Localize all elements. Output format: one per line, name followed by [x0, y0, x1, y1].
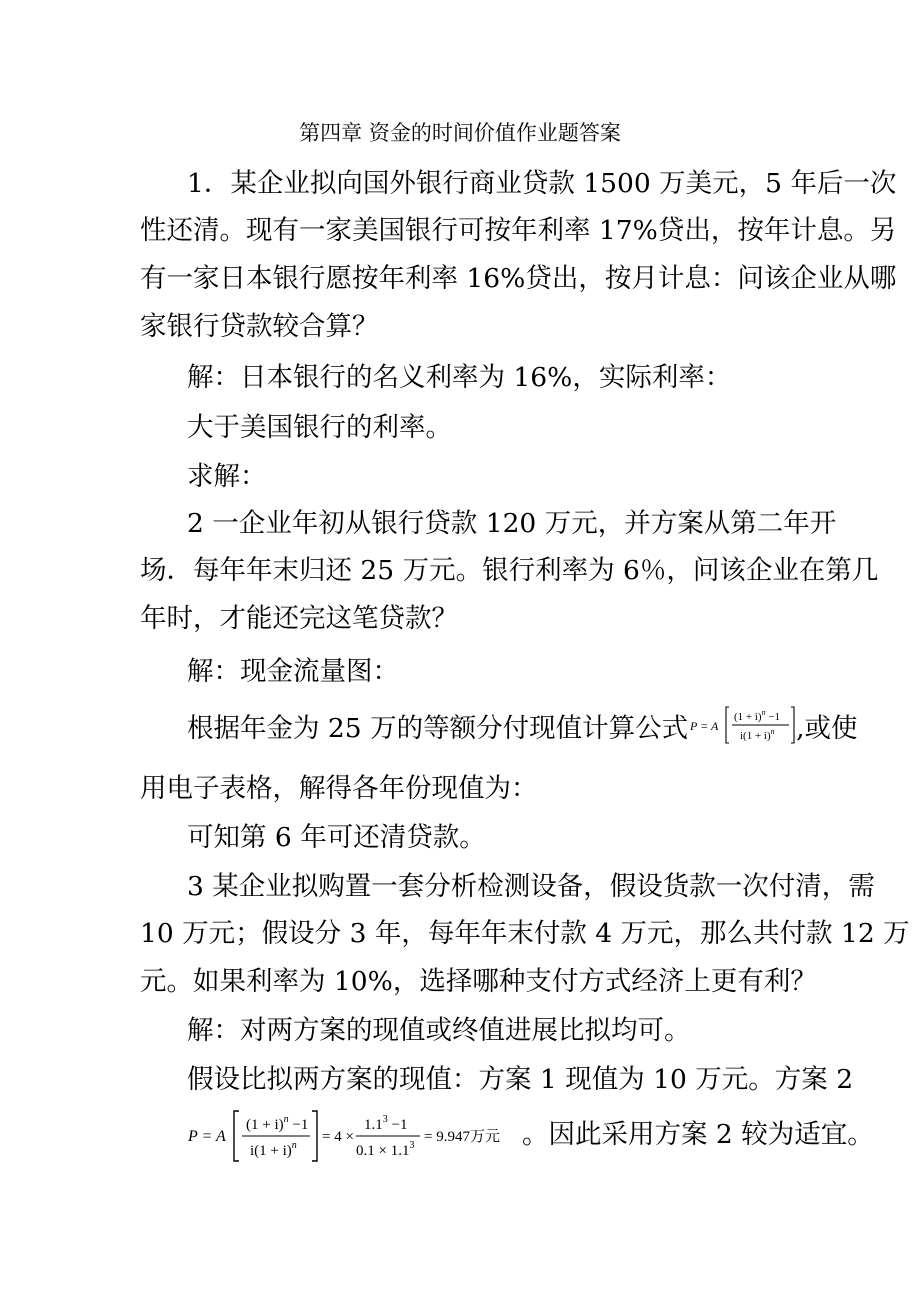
- calc-result: = 9.947万元: [424, 1129, 500, 1145]
- calc-num-tail: −1: [288, 1117, 309, 1133]
- calc-lhs: P = A: [188, 1128, 226, 1145]
- q3-solution-2: 假设比拟两方案的现值：方案 1 现值为 10 万元。方案 2: [187, 1064, 854, 1095]
- calc-den: i(1 + i): [250, 1143, 292, 1159]
- q1-line-1: 1．某企业拟向国外银行商业贷款 1500 万美元，5 年后一次: [187, 168, 897, 199]
- calc-den-exp: n: [291, 1140, 297, 1151]
- q3-conclusion: 。因此采用方案 2 较为适宜。: [522, 1119, 874, 1150]
- q2-line-3: 年时，才能还完这笔贷款？: [140, 603, 458, 634]
- formula-den-exp: n: [770, 727, 775, 736]
- q3-line-1: 3 某企业拟购置一套分析检测设备，假设货款一次付清，需: [187, 871, 875, 902]
- calc-den-2-exp: 3: [409, 1140, 415, 1151]
- q2-solution-2-tail: ,或使: [796, 713, 858, 744]
- calc-num-2-tail: −1: [387, 1117, 408, 1133]
- present-value-calculation: [186, 1108, 520, 1168]
- calc-num: (1 + i): [246, 1117, 284, 1133]
- q1-solution-1: 解：日本银行的名义利率为 16%，实际利率：: [187, 362, 732, 393]
- q2-solution-2-text: 根据年金为 25 万的等额分付现值计算公式: [187, 713, 689, 744]
- q1-solution-3: 求解：: [187, 461, 267, 492]
- annuity-present-value-formula-small: [688, 703, 796, 757]
- q1-solution-2: 大于美国银行的利率。: [187, 412, 452, 443]
- formula-num-tail: −1: [765, 711, 781, 723]
- svg-text:i(1 + i)n: [740, 727, 775, 742]
- q1-line-3: 有一家日本银行愿按年利率 16%贷出，按月计息：问该企业从哪: [140, 263, 897, 294]
- formula-den: i(1 + i): [740, 730, 771, 742]
- q2-solution-1: 解：现金流量图：: [187, 656, 399, 687]
- q2-solution-4: 可知第 6 年可还清贷款。: [187, 822, 486, 853]
- q1-line-2: 性还清。现有一家美国银行可按年利率 17%贷出，按年计息。另: [140, 215, 897, 246]
- calc-num-2-exp: 3: [382, 1114, 388, 1125]
- q3-solution-1: 解：对两方案的现值或终值进展比拟均可。: [187, 1015, 691, 1046]
- svg-text:(1 + i)n −1: [734, 708, 780, 723]
- formula-lhs: P = A: [690, 719, 719, 733]
- q1-line-4: 家银行贷款较合算？: [140, 311, 379, 342]
- svg-text:i(1 + i)n: [250, 1140, 297, 1159]
- formula-num: (1 + i): [734, 711, 762, 723]
- q2-solution-2: [187, 703, 858, 757]
- q3-line-3: 元。如果利率为 10%，选择哪种支付方式经济上更有利？: [140, 966, 817, 997]
- q2-line-2: 场．每年年末归还 25 万元。银行利率为 6％，问该企业在第几: [140, 555, 879, 586]
- calc-num-2: 1.1: [364, 1117, 383, 1133]
- chapter-title: 第四章 资金的时间价值作业题答案: [299, 121, 621, 145]
- svg-text:1.13 −1: [364, 1114, 407, 1133]
- svg-text:(1 + i)n −1: [246, 1114, 308, 1133]
- calc-eq-1: = 4 ×: [322, 1129, 354, 1145]
- q3-line-2: 10 万元；假设分 3 年，每年年末付款 4 万元，那么共付款 12 万: [140, 918, 910, 949]
- svg-text:0.1 × 1.13: [356, 1140, 414, 1159]
- calc-den-2: 0.1 × 1.1: [356, 1143, 410, 1159]
- calc-num-exp: n: [283, 1114, 289, 1125]
- formula-num-exp: n: [761, 708, 766, 717]
- q2-solution-3: 用电子表格，解得各年份现值为：: [140, 773, 538, 804]
- q2-line-1: 2 一企业年初从银行贷款 120 万元，并方案从第二年开: [187, 508, 837, 539]
